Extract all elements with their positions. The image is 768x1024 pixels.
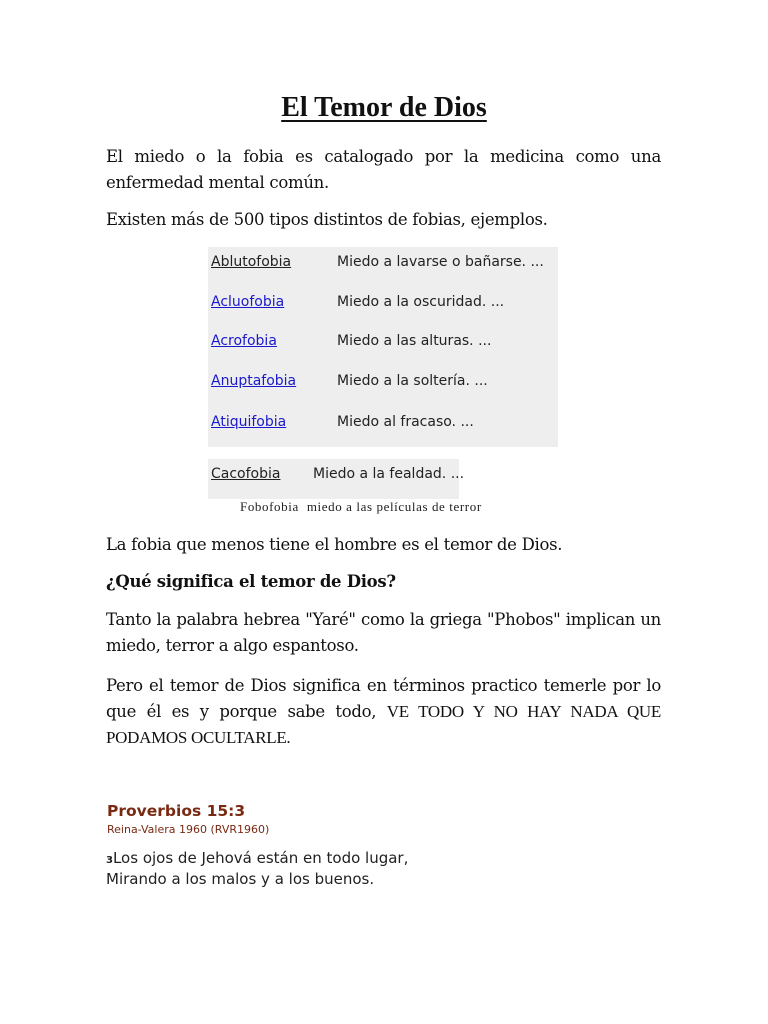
- fobia-desc: Miedo a la oscuridad. ...: [337, 294, 505, 310]
- fobia-link-cacofobia[interactable]: Cacofobia: [211, 466, 281, 482]
- fobia-link-acrofobia[interactable]: Acrofobia: [211, 333, 277, 349]
- fobia-desc: Miedo a lavarse o bañarse. ...: [337, 254, 544, 270]
- fobia-link-acluofobia[interactable]: Acluofobia: [211, 294, 285, 310]
- fobia-desc-cacofobia: Miedo a la fealdad. ...: [313, 466, 465, 482]
- fobia-desc: Miedo a la soltería. ...: [337, 373, 488, 389]
- verse-line-1: Los ojos de Jehová están en todo lugar,: [112, 849, 409, 867]
- fobofobia-line: [240, 499, 490, 515]
- fobofobia-desc: miedo a las películas de terror: [306, 499, 482, 514]
- question-heading: ¿Qué significa el temor de Dios?: [106, 572, 396, 591]
- fobia-link-anuptafobia[interactable]: Anuptafobia: [211, 373, 297, 389]
- verse-line-2: Mirando a los malos y a los buenos.: [106, 870, 375, 888]
- verse-number: 3: [106, 855, 113, 866]
- paragraph-intro: El miedo o la fobia es catalogado por la medicina como una enfermedad mental común.: [106, 147, 661, 192]
- fobia-link-ablutofobia[interactable]: Ablutofobia: [211, 254, 292, 270]
- page-title: El Temor de Dios: [281, 92, 487, 123]
- fobia-desc: Miedo a las alturas. ...: [337, 333, 492, 349]
- verse-reference[interactable]: Proverbios 15:3: [107, 802, 246, 820]
- paragraph-temor-text: Pero el temor de Dios significa en términos practico temerle por lo que él es y porque sabe todo,: [106, 676, 661, 721]
- fobia-link-atiquifobia[interactable]: Atiquifobia: [211, 414, 287, 430]
- paragraph-fobia-menos: La fobia que menos tiene el hombre es el temor de Dios.: [106, 535, 563, 554]
- fobofobia-name: Fobofobia: [240, 499, 299, 514]
- paragraph-yare-phobos: Tanto la palabra hebrea "Yaré" como la griega "Phobos" implican un miedo, terror a algo espantoso.: [106, 610, 661, 655]
- verse-text: [106, 848, 661, 890]
- fobia-desc: Miedo al fracaso. ...: [337, 414, 474, 430]
- paragraph-temor-emphasis: VE TODO Y NO HAY NADA QUE PODAMOS OCULTARLE.: [106, 702, 661, 747]
- paragraph-fobias-count: Existen más de 500 tipos distintos de fobias, ejemplos.: [106, 210, 548, 229]
- paragraph-temor: [106, 673, 661, 751]
- verse-version: Reina-Valera 1960 (RVR1960): [107, 823, 270, 836]
